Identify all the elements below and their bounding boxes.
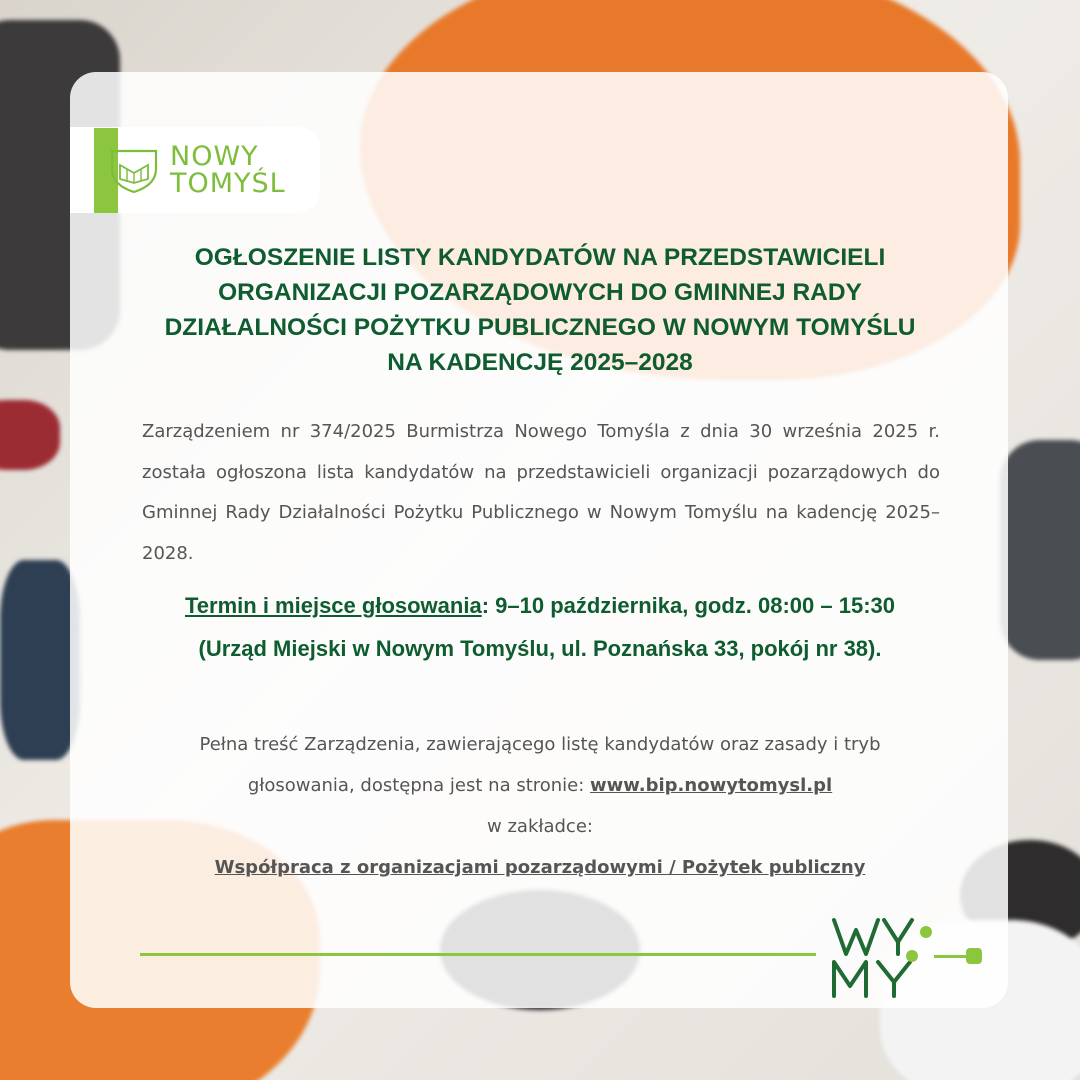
bip-link[interactable]: www.bip.nowytomysl.pl (590, 775, 833, 796)
title-line-4: NA KADENCJĘ 2025–2028 (387, 349, 693, 376)
footer-dot (966, 948, 982, 964)
voting-info (110, 584, 970, 670)
info-line-3: w zakładce: (487, 816, 593, 837)
title-line-3: DZIAŁALNOŚCI POŻYTKU PUBLICZNEGO W NOWYM TOMYŚLU (164, 314, 916, 341)
wy-my-logo-icon (828, 912, 938, 1002)
info-line-2 (120, 765, 960, 806)
footer-divider (140, 953, 816, 956)
info-line-1: Pełna treść Zarządzenia, zawierającego listę kandydatów oraz zasady i tryb (199, 734, 881, 755)
red-shape (0, 400, 60, 470)
title-line-1: OGŁOSZENIE LISTY KANDYDATÓW NA PRZEDSTAWICIELI (194, 244, 886, 271)
voting-place: (Urząd Miejski w Nowym Tomyślu, ul. Poznańska 33, pokój nr 38). (198, 636, 882, 661)
voting-date-line (110, 584, 970, 627)
dark-shape (1000, 440, 1080, 660)
city-logo-text (170, 143, 286, 197)
more-info (120, 724, 960, 888)
logo-line-2: TOMYŚL (170, 168, 286, 199)
announcement-title (120, 240, 960, 380)
announcement-body: Zarządzeniem nr 374/2025 Burmistrza Nowego Tomyśla z dnia 30 września 2025 r. została ogłoszona lista kandydatów na przedstawicieli organizacji pozarządowych do Gminnej Rady Działalności Pożytku Publicznego w Nowym Tomyślu na kadencję 2025–2028. (142, 421, 940, 564)
footer-divider-short (934, 955, 970, 958)
tab-link[interactable]: Współpraca z organizacjami pozarządowymi / Pożytek publiczny (214, 857, 866, 878)
voting-label: Termin i miejsce głosowania (185, 593, 482, 618)
logo-line-1: NOWY (170, 141, 259, 172)
blue-shape (0, 560, 80, 760)
voting-date: : 9–10 października, godz. 08:00 – 15:30 (481, 593, 895, 618)
city-crest-icon (108, 145, 160, 195)
title-line-2: ORGANIZACJI POZARZĄDOWYCH DO GMINNEJ RADY (218, 279, 862, 306)
info-line-2-text: głosowania, dostępna jest na stronie: (247, 775, 591, 796)
